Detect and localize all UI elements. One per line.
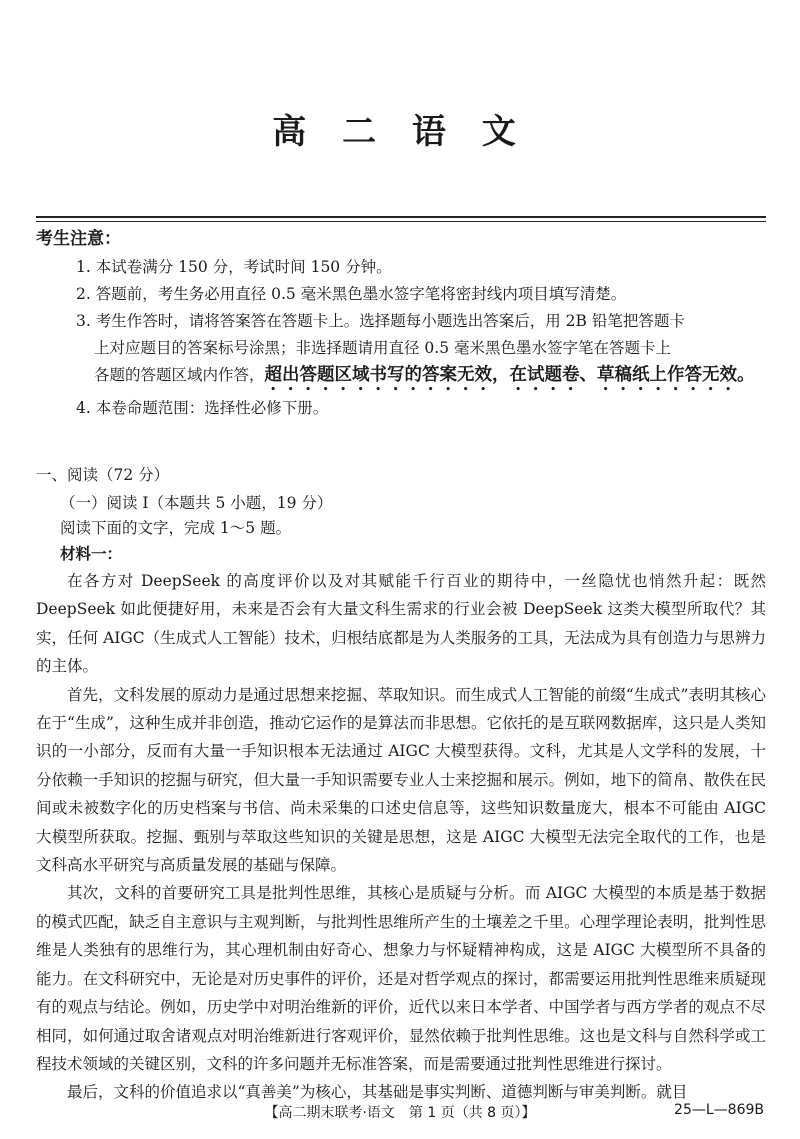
- emphasized-warning: 超出答题区域书写的答案无效，在试题卷、草稿纸上作答无效。: [264, 365, 755, 385]
- notice-heading: 考生注意：: [36, 229, 121, 249]
- divider-thick: [36, 216, 766, 218]
- notice-item-continued: 上对应题目的答案标号涂黑；非选择题请用直径 0.5 毫米黑色墨水签字笔在答题卡上: [94, 339, 672, 357]
- instruction-text: 阅读下面的文字，完成 1～5 题。: [60, 519, 292, 537]
- footer-code: 25—L—869B: [674, 1102, 764, 1118]
- passage-body: [36, 567, 766, 1107]
- notice-item: 3. 考生作答时，请将答案答在答题卡上。选择题每小题选出答案后，用 2B 铅笔把答题卡: [76, 312, 685, 330]
- notice-item-continued: [76, 362, 766, 395]
- material-heading: 材料一：: [60, 544, 123, 563]
- divider-thin: [36, 221, 766, 222]
- passage-paragraph: 其次，文科的首要研究工具是批判性思维，其核心是质疑与分析。而 AIGC 大模型的本质是基于数据的模式匹配，缺乏自主意识与主观判断，与批判性思维所产生的土壤差之千里。心理学理论表明，批判性思维是人类独有的思维行为，其心理机制由好奇心、想象力与怀疑精神构成，这是 AIGC 大模型所不具备的能力。在文科研究中，无论是对历史事件的评价，还是对哲学观点的探讨，都需要运用批判性思维来质疑现有的观点与结论。例如，历史学中对明治维新的评价，近代以来日本学者、中国学者与西方学者的观点不尽相同，如何通过取舍诸观点对明治维新进行客观评价，显然依赖于批判性思维。这也是文科与自然科学或工程技术领域的关键区别，文科的许多问题并无标准答案，而是需要通过批判性思维进行探讨。: [36, 884, 766, 1073]
- page-title: 高 二 语 文: [272, 112, 528, 152]
- notice-list: [76, 254, 766, 422]
- footer-page-info: 【高二期末联考·语文 第 1 页（共 8 页）】: [264, 1105, 536, 1121]
- passage-paragraph: 首先，文科发展的原动力是通过思想来挖掘、萃取知识。而生成式人工智能的前缀“生成式”表明其核心在于“生成”，这种生成并非创造，推动它运作的是算法而非思想。它依托的是互联网数据库，这只是人类知识的一小部分，反而有大量一手知识根本无法通过 AIGC 大模型获得。文科，尤其是人文学科的发展，十分依赖一手知识的挖掘与研究，但大量一手知识需要专业人士来挖掘和展示。例如，地下的简帛、散佚在民间或未被数字化的历史档案与书信、尚未采集的口述史信息等，这些知识数量庞大，根本不可能由 AIGC 大模型所获取。挖掘、甄别与萃取这些知识的关键是思想，这是 AIGC 大模型无法完全取代的工作，也是文科高水平研究与高质量发展的基础与保障。: [36, 685, 766, 875]
- passage-paragraph: 最后，文科的价值追求以“真善美”为核心，其基础是事实判断、道德判断与审美判断。就目: [67, 1083, 688, 1102]
- subsection-heading: （一）阅读 Ⅰ（本题共 5 小题，19 分）: [60, 494, 333, 512]
- notice-item: 2. 答题前，考生务必用直径 0.5 毫米黑色墨水签字笔将密封线内项目填写清楚。: [76, 285, 627, 303]
- passage-paragraph: 在各方对 DeepSeek 的高度评价以及对其赋能千行百业的期待中，一丝隐忧也悄然升起：既然 DeepSeek 如此便捷好用，未来是否会有大量文科生需求的行业会被 DeepSeek 这类大模型所取代？其实，任何 AIGC（生成式人工智能）技术，归根结底都是为人类服务的工具，无法成为具有创造力与思辨力的主体。: [36, 572, 766, 676]
- section-heading: 一、阅读（72 分）: [36, 466, 170, 484]
- notice-item-text: 各题的答题区域内作答，: [94, 366, 265, 384]
- notice-item: 1. 本试卷满分 150 分，考试时间 150 分钟。: [76, 258, 392, 276]
- notice-item: 4. 本卷命题范围：选择性必修下册。: [76, 399, 329, 417]
